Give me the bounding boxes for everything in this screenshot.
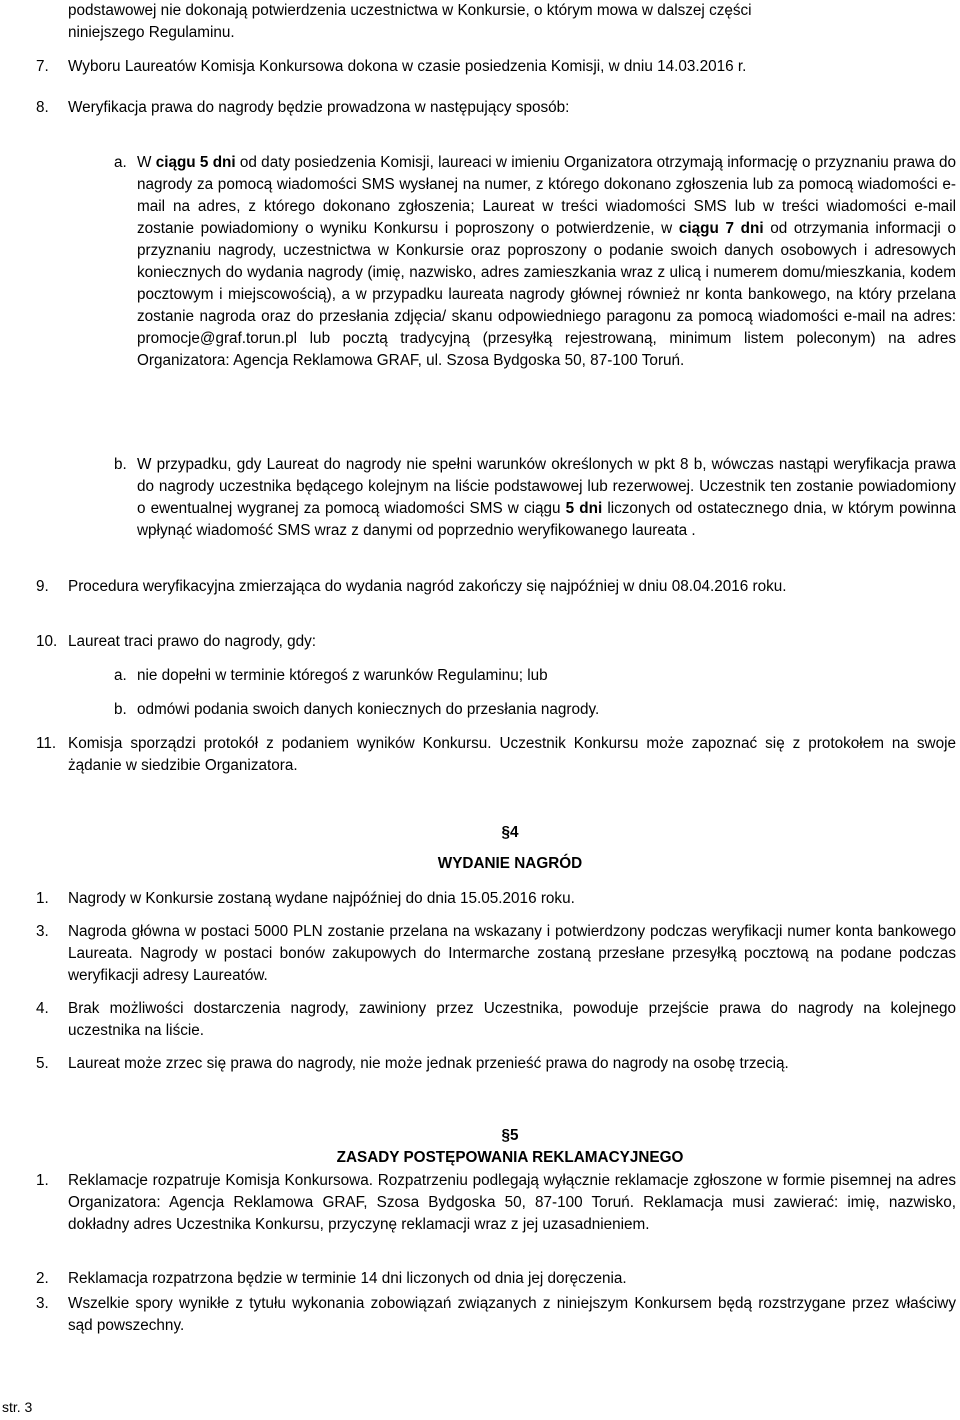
item-10a-text: nie dopełni w terminie któregoś z warunków Regulaminu; lub (137, 667, 548, 684)
item-8a-part-1: W (137, 154, 156, 171)
s4-item-1-number: 1. (36, 890, 49, 907)
item-8b-text (137, 454, 956, 542)
item-11-text: Komisja sporządzi protokół z podaniem wyników Konkursu. Uczestnik Konkursu może zapoznać się z protokołem na swoje żądanie w siedzibie Organizatora. (68, 735, 956, 774)
item-8a-part-3: od otrzymania informacji o przyznaniu nagrody, uczestnictwa w Konkursie oraz poproszony o podanie swoich danych osobowych i adresowych koniecznych do wydania nagrody (imię, nazwisko, adres zamieszkania wraz z ulicą i numerem domu/mieszkania, kodem pocztowym i miejscowością), a w przypadku laureata nagrody głównej również nr konta bankowego, na który przelana zostanie nagroda oraz do przesłania zdjęcia/ skanu odpowiedniego paragonu za pomocą wiadomości e-mail na adres: promocje@graf.torun.pl lub pocztą tradycyjną (przesyłką rejestrowaną, minimum listem poleconym) na adres Organizatora: Agencja Reklamowa GRAF, ul. Szosa Bydgoska 50, 87-100 Toruń. (137, 220, 956, 369)
item-9-number: 9. (36, 578, 49, 595)
item-10b-letter: b. (114, 701, 127, 718)
s4-item-5-text: Laureat może zrzec się prawa do nagrody, nie może jednak przenieść prawa do nagrody na osobę trzecią. (68, 1055, 789, 1072)
s4-item-1-text: Nagrody w Konkursie zostaną wydane najpóźniej do dnia 15.05.2016 roku. (68, 890, 575, 907)
s4-item-4-number: 4. (36, 1000, 49, 1017)
s5-item-1-number: 1. (36, 1172, 49, 1189)
item-8a-bold-2: ciągu 7 dni (678, 220, 764, 237)
section-5-mark: §5 (501, 1127, 519, 1144)
item-10-text: Laureat traci prawo do nagrody, gdy: (68, 633, 317, 650)
item-8a-letter: a. (114, 154, 127, 171)
item-8b-letter: b. (114, 456, 127, 473)
section-4-title: WYDANIE NAGRÓD (437, 855, 583, 872)
item-8b-part-1: W przypadku, gdy Laureat do nagrody nie spełni warunków określonych w pkt 8 b, wówczas nastąpi weryfikacja prawa do nagrody uczestnika będącego kolejnym na liście podstawowej lub rezerwowej. Uczestnik ten zostanie powiadomiony o ewentualnej wygranej za pomocą wiadomości SMS w ciągu (137, 456, 956, 517)
item-7-text: Wyboru Laureatów Komisja Konkursowa dokona w czasie posiedzenia Komisji, w dniu 14.03.2016 r. (68, 58, 747, 75)
s5-item-3-text: Wszelkie spory wynikłe z tytułu wykonania zobowiązań związanych z niniejszym Konkursem będą rozstrzygane przez właściwy sąd powszechny. (68, 1295, 956, 1334)
item-10a-letter: a. (114, 667, 127, 684)
item-10b-text: odmówi podania swoich danych koniecznych do przesłania nagrody. (137, 701, 600, 718)
page-number: str. 3 (2, 1399, 33, 1415)
item-11-number: 11. (36, 735, 57, 752)
continuation-line-2: niniejszego Regulaminu. (68, 24, 235, 41)
item-9-text: Procedura weryfikacyjna zmierzająca do wydania nagród zakończy się najpóźniej w dniu 08.04.2016 roku. (68, 578, 787, 595)
s4-item-3-number: 3. (36, 923, 49, 940)
item-8b-bold-1: 5 dni (565, 500, 603, 517)
section-4-mark: §4 (501, 824, 519, 841)
item-8b-part-2: liczonych od ostatecznego dnia, w którym powinna wpłynąć wiadomość SMS wraz z danymi od poprzednio weryfikowanego laureata . (137, 500, 957, 539)
item-8a-text (137, 152, 956, 372)
s5-item-2-text: Reklamacja rozpatrzona będzie w terminie 14 dni liczonych od dnia jej doręczenia. (68, 1270, 627, 1287)
s4-item-5-number: 5. (36, 1055, 49, 1072)
s4-item-4-text: Brak możliwości dostarczenia nagrody, zawiniony przez Uczestnika, powoduje przejście prawa do nagrody na kolejnego uczestnika na liście. (68, 1000, 956, 1039)
item-8-text: Weryfikacja prawa do nagrody będzie prowadzona w następujący sposób: (68, 99, 570, 116)
s4-item-3-text: Nagroda główna w postaci 5000 PLN zostanie przelana na wskazany i potwierdzony podczas weryfikacji numer konta bankowego Laureata. Nagrody w postaci bonów zakupowych do Intermarche zostaną przesłane przesyłką pocztową na podane podczas weryfikacji adresy Laureatów. (68, 923, 956, 984)
item-10-number: 10. (36, 633, 58, 650)
item-8-number: 8. (36, 99, 49, 116)
continuation-line-1: podstawowej nie dokonają potwierdzenia uczestnictwa w Konkursie, o którym mowa w dalszej części (68, 2, 752, 19)
s5-item-1-text: Reklamacje rozpatruje Komisja Konkursowa. Rozpatrzeniu podlegają wyłącznie reklamacje zgłoszone w formie pisemnej na adres Organizatora: Agencja Reklamowa GRAF, Szosa Bydgoska 50, 87-100 Toruń. Reklamacja musi zawierać: imię, nazwisko, dokładny adres Uczestnika Konkursu, przyczynę reklamacji wraz z jej uzasadnieniem. (68, 1172, 956, 1233)
item-8a-bold-1: ciągu 5 dni (155, 154, 236, 171)
item-7-number: 7. (36, 58, 49, 75)
s5-item-2-number: 2. (36, 1270, 49, 1287)
section-5-title: ZASADY POSTĘPOWANIA REKLAMACYJNEGO (336, 1149, 684, 1166)
item-8a-part-2: od daty posiedzenia Komisji, laureaci w imieniu Organizatora otrzymają informację o przyznaniu prawa do nagrody za pomocą wiadomości SMS wysłanej na numer, z którego dokonano zgłoszenia lub za pomocą wiadomości e-mail na adres, z którego dokonano zgłoszenia; Laureat w treści wiadomości SMS lub w treści wiadomości e-mail zostanie powiadomiony o wyniku Konkursu i poproszony o potwierdzenie, w (137, 154, 956, 237)
continuation-paragraph (68, 0, 956, 44)
s5-item-3-number: 3. (36, 1295, 49, 1312)
